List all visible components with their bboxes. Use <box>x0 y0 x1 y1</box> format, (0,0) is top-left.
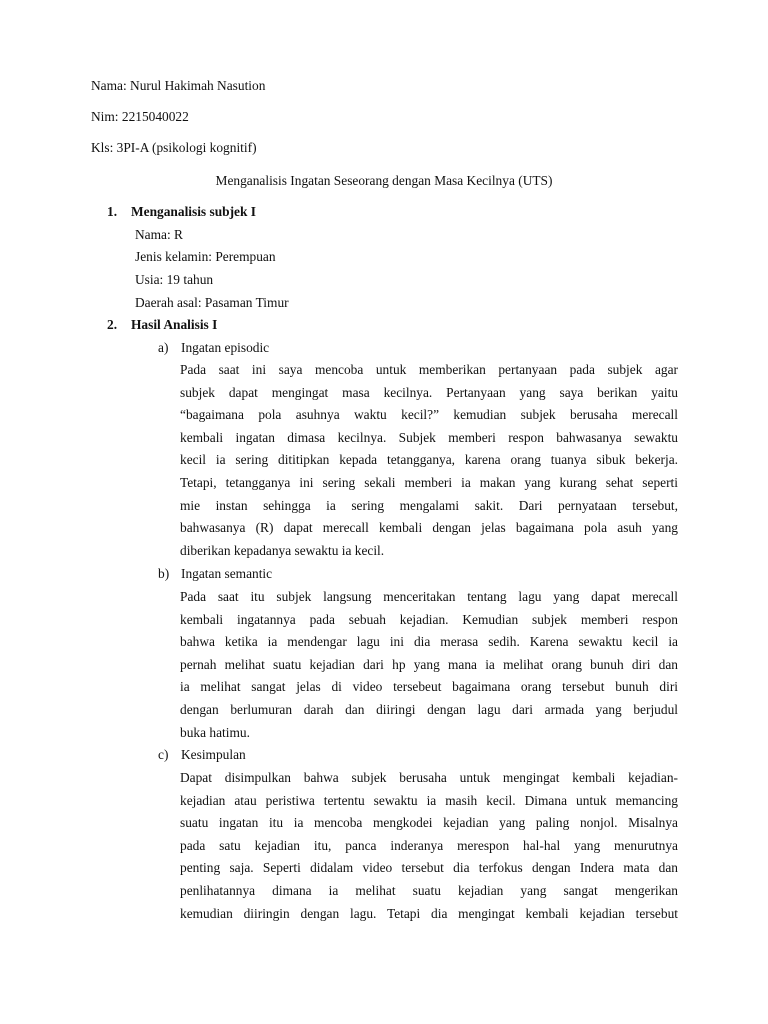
paragraph-line: subjek dapat mengingat masa kecilnya. Pertanyaan yang saya berikan yaitu <box>180 384 678 400</box>
paragraph-line: kembali ingatan dimasa kecilnya. Subjek memberi respon bahwasanya sewaktu <box>180 429 678 445</box>
paragraph-line: bahwasanya (R) dapat merecall kembali dengan jelas bagaimana pola asuh yang <box>180 520 678 536</box>
subsection-label: Ingatan semantic <box>181 566 273 581</box>
paragraph-line: Pada saat itu subjek langsung menceritakan tentang lagu yang dapat merecall <box>180 589 678 604</box>
paragraph-line: penting saja. Seperti didalam video tersebut dia terfokus dengan Indera mata dan <box>180 860 678 876</box>
paragraph-line: pernah melihat suatu kejadian dari hp yang mana ia melihat orang bunuh diri dan <box>180 656 678 672</box>
paragraph-line: kejadian atau peristiwa tertentu sewaktu ia masih kecil. Dimana untuk memancing <box>180 792 678 808</box>
paragraph-line: bahwa ketika ia mendengar lagu ini dia merasa sedih. Karena sewaktu kecil ia <box>180 634 678 650</box>
paragraph-line: ia melihat sangat jelas di video tersebeut bagaimana orang tersebut bunuh diri <box>180 679 678 695</box>
section-number: 2. <box>107 317 118 332</box>
paragraph-line: Dapat disimpulkan bahwa subjek berusaha untuk mengingat kembali kejadian- <box>180 770 678 785</box>
student-name: Nama: Nurul Hakimah Nasution <box>91 78 266 93</box>
paragraph-line: dengan berlumuran darah dan diiringi dengan lagu dari armada yang berjudul <box>180 701 678 717</box>
subject-name-field: Nama: R <box>135 227 183 242</box>
paragraph-episodic <box>180 361 678 564</box>
paragraph-line: Tetapi, tetangganya ini sering sekali memberi ia makan yang kurang sehat seperti <box>180 474 678 490</box>
paragraph-conclusion <box>180 769 678 927</box>
paragraph-line: diberikan kepadanya sewaktu ia kecil. <box>180 542 385 558</box>
list-marker: b) <box>158 566 170 581</box>
paragraph-line: buka hatimu. <box>180 724 250 740</box>
subsection-label: Ingatan episodic <box>181 340 270 355</box>
list-marker: c) <box>158 747 169 762</box>
paragraph-semantic <box>180 588 678 746</box>
paragraph-line: mie instan sehingga ia sering mengalami sakit. Dari pernyataan tersebut, <box>180 497 678 513</box>
document-title: Menganalisis Ingatan Seseorang dengan Masa Kecilnya (UTS) <box>215 173 553 188</box>
paragraph-line: pada satu kejadian itu, panca inderanya merespon hal-hal yang menurutnya <box>180 837 678 853</box>
section-number: 1. <box>107 204 118 219</box>
paragraph-line: suatu ingatan itu ia mencoba mengkodei kejadian yang paling nonjol. Misalnya <box>180 815 678 831</box>
student-class: Kls: 3PI-A (psikologi kognitif) <box>91 140 257 155</box>
student-nim: Nim: 2215040022 <box>91 109 189 124</box>
paragraph-line: kecil ia sering dititipkan kepada tetangganya, karena orang tuanya sibuk bekerja. <box>180 452 678 468</box>
paragraph-line: “bagaimana pola asuhnya waktu kecil?” kemudian subjek berusaha merecall <box>180 407 678 423</box>
subject-origin-field: Daerah asal: Pasaman Timur <box>135 295 289 310</box>
paragraph-line: kemudian diiringin dengan lagu. Tetapi dia mengingat kembali kejadian tersebut <box>180 905 678 921</box>
subsection-label: Kesimpulan <box>181 747 246 762</box>
paragraph-line: Pada saat ini saya mencoba untuk memberikan pertanyaan pada subjek agar <box>180 362 678 377</box>
section-heading: Menganalisis subjek I <box>131 204 257 219</box>
list-marker: a) <box>158 340 169 355</box>
subject-gender-field: Jenis kelamin: Perempuan <box>135 249 276 264</box>
paragraph-line: kembali ingatannya pada sebuah kejadian. Kemudian subjek memberi respon <box>180 611 678 627</box>
section-heading: Hasil Analisis I <box>131 317 218 332</box>
subject-age-field: Usia: 19 tahun <box>135 272 214 287</box>
paragraph-line: penlihatannya dimana ia melihat suatu kejadian yang sangat mengerikan <box>180 882 678 898</box>
